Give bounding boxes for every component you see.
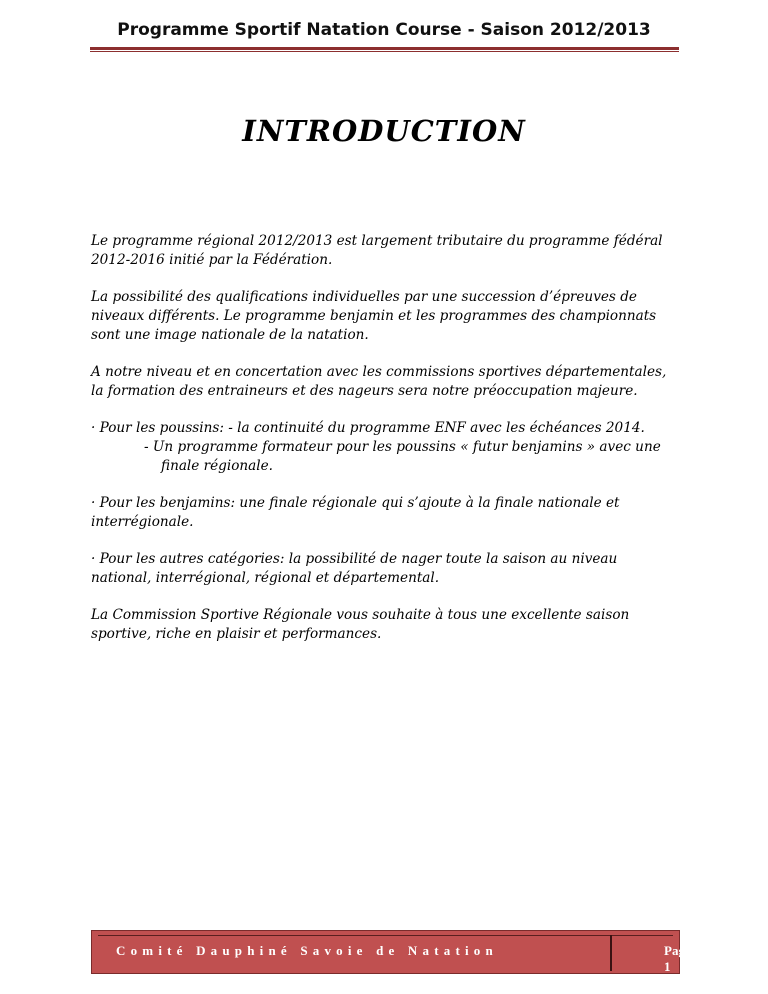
page-number: Page 1 — [664, 943, 691, 974]
closing-paragraph: La Commission Sportive Régionale vous souhaite à tous une excellente saison sportive, riche en plaisir et performances. — [91, 607, 630, 642]
bullet-poussins: · Pour les poussins: - la continuité du programme ENF avec les échéances 2014. — [91, 420, 645, 436]
paragraph: A notre niveau et en concertation avec les commissions sportives départementales, la formation des entraineurs et des nageurs sera notre préoccupation majeure. — [91, 364, 667, 399]
paragraph: La possibilité des qualifications individuelles par une succession d’épreuves de niveaux différents. Le programme benjamin et les programmes des championnats sont une image nationale de la natation. — [91, 289, 657, 343]
footer-inner-rule — [98, 935, 673, 936]
page-footer — [91, 930, 691, 974]
document-title: INTRODUCTION — [242, 114, 526, 148]
header-divider — [90, 47, 679, 50]
document-body — [91, 232, 681, 662]
page-header: Programme Sportif Natation Course - Saison 2012/2013 — [117, 20, 651, 40]
bullet-benjamins: · Pour les benjamins: une finale régionale qui s’ajoute à la finale nationale et interrégionale. — [91, 495, 620, 530]
header-divider-thin — [90, 51, 679, 52]
sub-bullet-poussins: - Un programme formateur pour les poussins « futur benjamins » avec une finale régionale. — [144, 439, 661, 474]
footer-divider — [610, 935, 612, 971]
bullet-autres-categories: · Pour les autres catégories: la possibilité de nager toute la saison au niveau national, interrégional, régional et départemental. — [91, 551, 618, 586]
paragraph: Le programme régional 2012/2013 est largement tributaire du programme fédéral 2012-2016 initié par la Fédération. — [91, 233, 663, 268]
footer-organization: Comité Dauphiné Savoie de Natation — [116, 943, 498, 958]
